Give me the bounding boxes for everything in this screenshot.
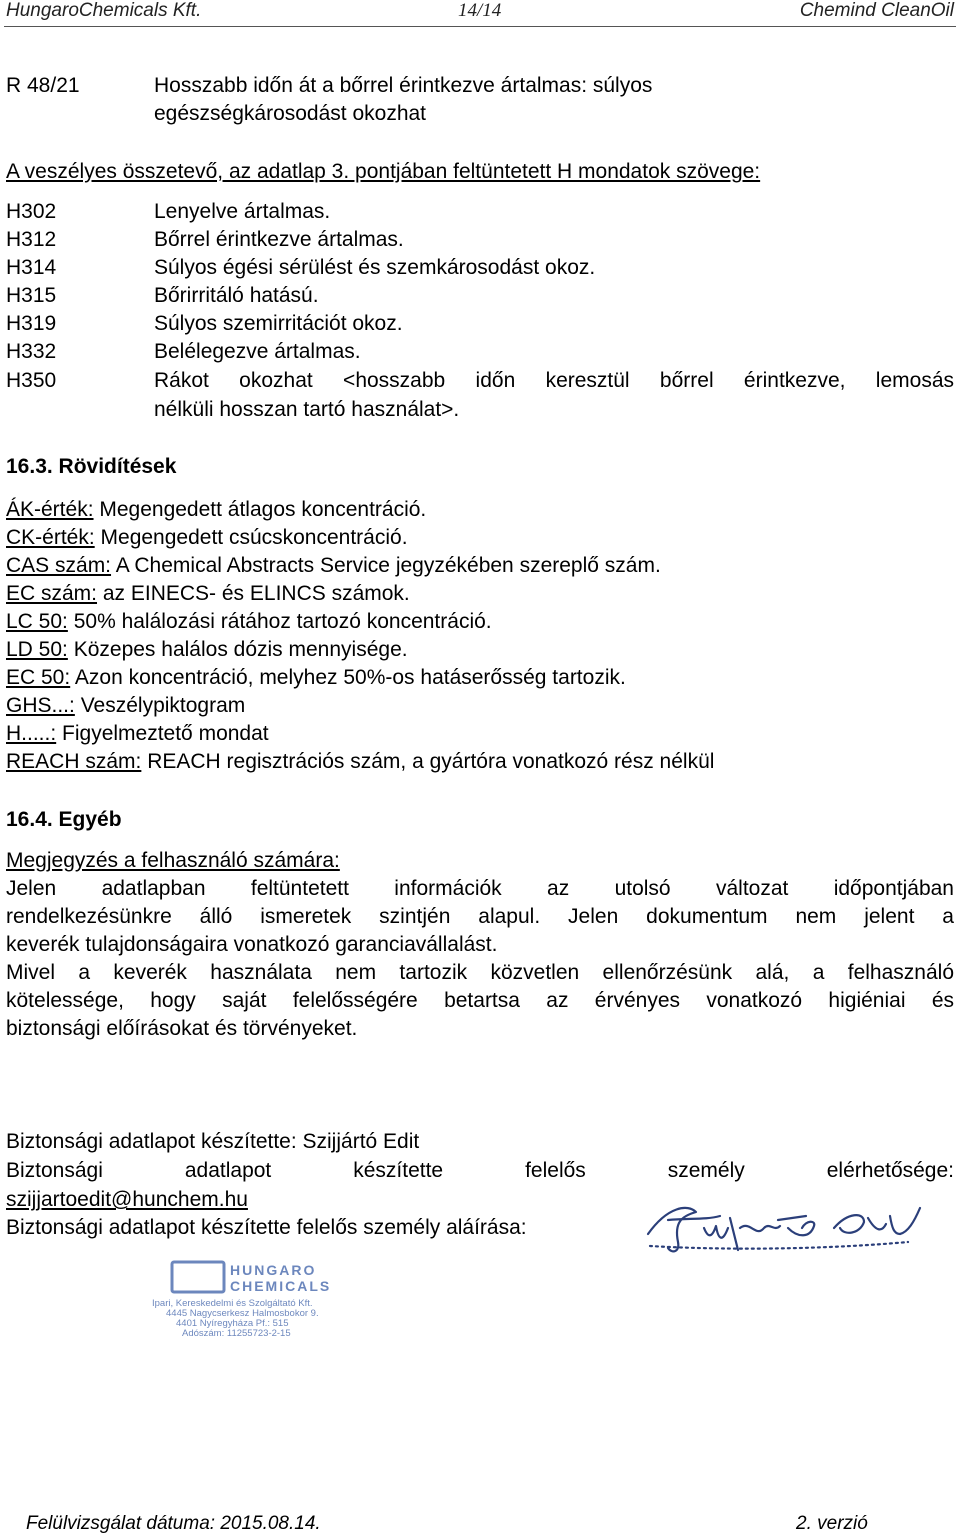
note-paragraph-1-line-2: rendelkezésünkre álló ismeretek szintjén alapul. Jelen dokumentum nem jelent a	[6, 905, 954, 928]
header-page-number: 14/14	[458, 0, 502, 21]
contact-email-link[interactable]: szijjartoedit@hunchem.hu	[6, 1188, 248, 1211]
abbr-definition: Figyelmeztető mondat	[56, 722, 269, 745]
r-phrase-line1: Hosszabb időn át a bőrrel érintkezve ártalmas: súlyos	[154, 74, 653, 97]
abbr-definition: A Chemical Abstracts Service jegyzékében szereplő szám.	[111, 554, 661, 577]
abbr-term: REACH szám:	[6, 750, 142, 773]
company-stamp	[146, 1258, 416, 1338]
signature-label: Biztonsági adatlapot készítette felelős személy aláírása:	[6, 1216, 527, 1239]
h-text: Súlyos égési sérülést és szemkárosodást okoz.	[154, 256, 596, 279]
abbr-term: CK-érték:	[6, 526, 95, 549]
abbr-definition: Megengedett csúcskoncentráció.	[94, 526, 408, 549]
abbr-term: H.....:	[6, 722, 57, 745]
abbr-term: CAS szám:	[6, 554, 112, 577]
abbreviation-item	[6, 580, 954, 608]
h-text: Rákot okozhat <hosszabb időn keresztül bőrrel érintkezve, lemosás	[154, 369, 954, 392]
abbr-definition: 50% halálozási rátához tartozó koncentráció.	[67, 610, 492, 633]
abbreviation-item	[6, 692, 954, 720]
note-paragraph-1-line-3: keverék tulajdonságaira vonatkozó garanciavállalást.	[6, 933, 498, 956]
handwritten-signature	[638, 1198, 938, 1256]
h-code: H312	[6, 228, 57, 251]
h-text: Súlyos szemirritációt okoz.	[154, 312, 403, 335]
footer-revision-date: Felülvizsgálat dátuma: 2015.08.14.	[26, 1513, 321, 1534]
abbr-term: LC 50:	[6, 610, 68, 633]
svg-text:HUNGARO: HUNGARO	[230, 1262, 317, 1278]
abbreviation-item	[6, 552, 954, 580]
abbreviation-item	[6, 720, 954, 748]
h-text: Bőrirritáló hatású.	[154, 284, 319, 307]
abbr-definition: Megengedett átlagos koncentráció.	[93, 498, 427, 521]
r-phrase-line2: egészségkárosodást okozhat	[154, 102, 427, 125]
note-paragraph-1-line-1: Jelen adatlapban feltüntetett információk az utolsó változat időpontjában	[6, 877, 954, 900]
prepared-by: Biztonsági adatlapot készítette: Szijjártó Edit	[6, 1130, 420, 1153]
abbreviation-item	[6, 524, 954, 552]
svg-text:Adószám: 11255723-2-15: Adószám: 11255723-2-15	[182, 1328, 291, 1338]
svg-text:CHEMICALS: CHEMICALS	[230, 1278, 332, 1294]
note-paragraph-2-line-2: kötelessége, hogy saját felelősségére betartsa az érvényes vonatkozó higiéniai és	[6, 989, 954, 1012]
note-paragraph-2-line-1: Mivel a keverék használata nem tartozik közvetlen ellenőrzésünk alá, a felhasználó	[6, 961, 954, 984]
footer-version: 2. verzió	[796, 1513, 868, 1534]
section-16-3-heading: 16.3. Rövidítések	[6, 455, 177, 478]
h-text: Lenyelve ártalmas.	[154, 200, 331, 223]
section-16-4-heading: 16.4. Egyéb	[6, 808, 122, 831]
header-product-name: Chemind CleanOil	[799, 0, 954, 21]
abbr-definition: az EINECS- és ELINCS számok.	[97, 582, 410, 605]
h-code: H350	[6, 369, 57, 392]
abbr-term: EC szám:	[6, 582, 98, 605]
svg-text:4401 Nyíregyháza Pf.: 515: 4401 Nyíregyháza Pf.: 515	[176, 1318, 289, 1329]
abbr-term: EC 50:	[6, 666, 71, 689]
h-code: H314	[6, 256, 57, 279]
r-phrase-code: R 48/21	[6, 74, 80, 97]
h-statements-heading: A veszélyes összetevő, az adatlap 3. pontjában feltüntetett H mondatok szövege:	[6, 160, 761, 183]
abbreviation-item	[6, 636, 954, 664]
abbr-term: LD 50:	[6, 638, 68, 661]
abbr-definition: Veszélypiktogram	[74, 694, 246, 717]
abbr-term: ÁK-érték:	[6, 498, 94, 521]
contact-label: Biztonsági adatlapot készítette felelős személy elérhetősége:	[6, 1159, 954, 1182]
header-company: HungaroChemicals Kft.	[6, 0, 202, 21]
abbr-definition: Közepes halálos dózis mennyisége.	[67, 638, 408, 661]
h-text-continued: nélküli hosszan tartó használat>.	[154, 398, 460, 421]
abbreviation-item	[6, 496, 954, 524]
header-divider	[4, 26, 956, 27]
note-paragraph-2-line-3: biztonsági előírásokat és törvényeket.	[6, 1017, 358, 1040]
h-code: H302	[6, 200, 57, 223]
abbr-definition: REACH regisztrációs szám, a gyártóra vonatkozó rész nélkül	[141, 750, 715, 773]
abbreviation-item	[6, 748, 954, 776]
abbreviation-item	[6, 664, 954, 692]
note-heading: Megjegyzés a felhasználó számára:	[6, 849, 340, 872]
svg-text:4445 Nagycserkesz Halmosbokor: 4445 Nagycserkesz Halmosbokor 9.	[166, 1308, 319, 1319]
abbr-term: GHS...:	[6, 694, 75, 717]
h-code: H315	[6, 284, 57, 307]
h-text: Belélegezve ártalmas.	[154, 340, 361, 363]
abbreviation-item	[6, 608, 954, 636]
h-text: Bőrrel érintkezve ártalmas.	[154, 228, 404, 251]
svg-text:Ipari, Kereskedelmi és Szolgál: Ipari, Kereskedelmi és Szolgáltató Kft.	[152, 1298, 313, 1309]
abbr-definition: Azon koncentráció, melyhez 50%-os hatáserősség tartozik.	[70, 666, 626, 689]
h-code: H332	[6, 340, 57, 363]
h-code: H319	[6, 312, 57, 335]
